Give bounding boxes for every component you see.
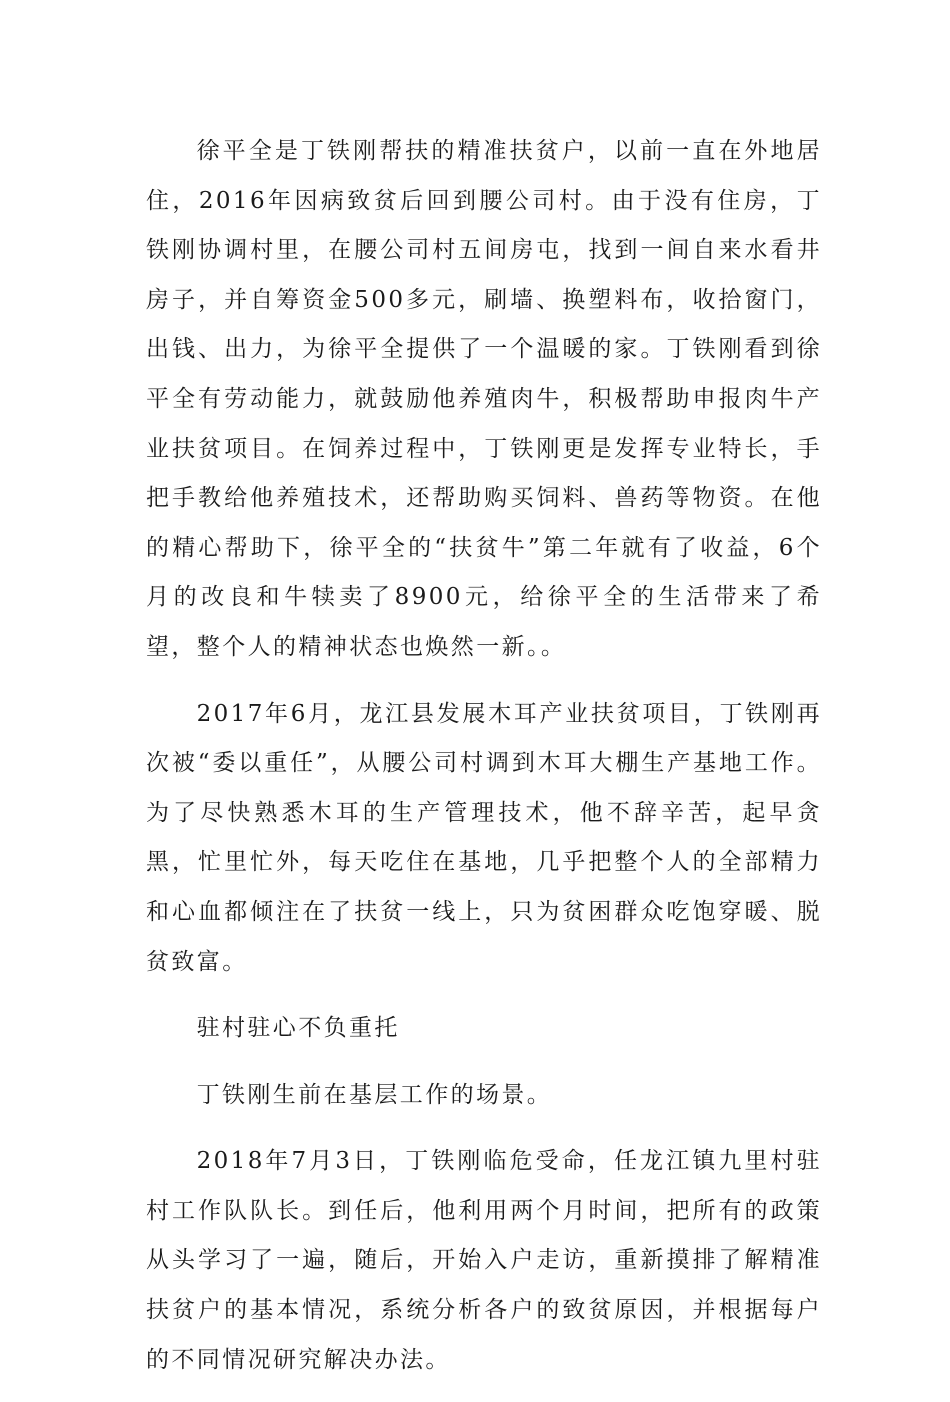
article-body	[146, 127, 822, 1402]
paragraph-2018-village-team: 2018年7月3日，丁铁刚临危受命，任龙江镇九里村驻村工作队队长。到任后，他利用两个月时间，把所有的政策从头学习了一遍，随后，开始入户走访，重新摸排了解精准扶贫户的基本情况，系统分析各户的致贫原因，并根据每户的不同情况研究解决办法。	[146, 1148, 822, 1373]
photo-caption: 丁铁刚生前在基层工作的场景。	[196, 1081, 553, 1108]
paragraph-xu-pingquan: 徐平全是丁铁刚帮扶的精准扶贫户，以前一直在外地居住，2016年因病致贫后回到腰公司村。由于没有住房，丁铁刚协调村里，在腰公司村五间房屯，找到一间自来水看井房子，并自筹资金500多元，刷墙、换塑料布，收拾窗门，出钱、出力，为徐平全提供了一个温暖的家。丁铁刚看到徐平全有劳动能力，就鼓励他养殖肉牛，积极帮助申报肉牛产业扶贫项目。在饲养过程中，丁铁刚更是发挥专业特长，手把手教给他养殖技术，还帮助购买饲料、兽药等物资。在他的精心帮助下，徐平全的“扶贫牛”第二年就有了收益，6个月的改良和牛犊卖了8900元，给徐平全的生活带来了希望，整个人的精神状态也焕然一新。。	[146, 138, 822, 660]
paragraph-2017-fungus-project: 2017年6月，龙江县发展木耳产业扶贫项目，丁铁刚再次被“委以重任”，从腰公司村调到木耳大棚生产基地工作。为了尽快熟悉木耳的生产管理技术，他不辞辛苦，起早贪黑，忙里忙外，每天吃住在基地，几乎把整个人的全部精力和心血都倾注在了扶贫一线上，只为贫困群众吃饱穿暖、脱贫致富。	[146, 700, 822, 975]
section-heading: 驻村驻心不负重托	[196, 1015, 400, 1042]
